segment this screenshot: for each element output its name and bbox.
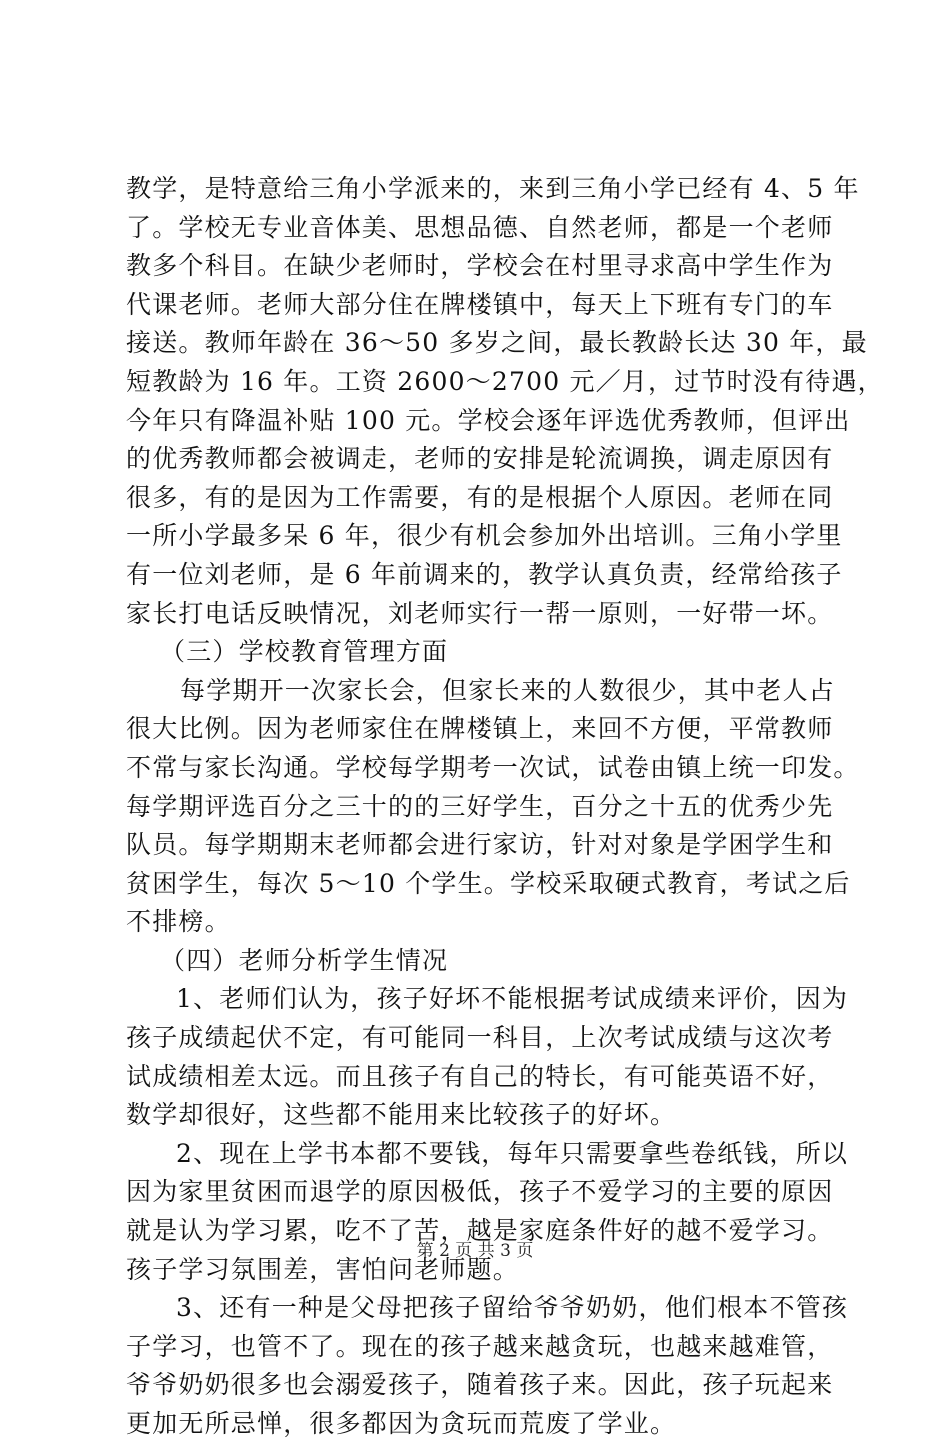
text-line: 有一位刘老师，是 6 年前调来的，教学认真负责，经常给孩子 — [126, 559, 843, 589]
text-line: 爷爷奶奶很多也会溺爱孩子，随着孩子来。因此，孩子玩起来 — [126, 1370, 834, 1400]
text-line: 了。学校无专业音体美、思想品德、自然老师，都是一个老师 — [126, 212, 834, 242]
text-line: 孩子成绩起伏不定，有可能同一科目，上次考试成绩与这次考 — [126, 1023, 834, 1053]
text-line: 不排榜。 — [126, 907, 231, 937]
text-line: 一所小学最多呆 6 年，很少有机会参加外出培训。三角小学里 — [126, 521, 843, 551]
text-line: 试成绩相差太远。而且孩子有自己的特长，有可能英语不好， — [126, 1061, 834, 1091]
text-line: 每学期评选百分之三十的的三好学生，百分之十五的优秀少先 — [126, 791, 834, 821]
text-line: 更加无所忌惮，很多都因为贪玩而荒废了学业。 — [126, 1409, 677, 1438]
text-line: 很大比例。因为老师家住在牌楼镇上，来回不方便，平常教师 — [126, 714, 834, 744]
text-line: 教多个科目。在缺少老师时，学校会在村里寻求高中学生作为 — [126, 251, 834, 281]
text-line: 就是认为学习累，吃不了苦，越是家庭条件好的越不爱学习。 — [126, 1216, 834, 1246]
text-line: 家长打电话反映情况，刘老师实行一帮一原则，一好带一坏。 — [126, 598, 834, 628]
paragraph-first-line: 每学期开一次家长会，但家长来的人数很少，其中老人占 — [180, 675, 836, 705]
text-line: 队员。每学期期末老师都会进行家访，针对对象是学困学生和 — [126, 830, 834, 860]
text-line: 贫困学生，每次 5～10 个学生。学校采取硬式教育，考试之后 — [126, 868, 851, 898]
text-line: 短教龄为 16 年。工资 2600～2700 元／月，过节时没有待遇， — [126, 366, 884, 396]
text-line: 今年只有降温补贴 100 元。学校会逐年评选优秀教师，但评出 — [126, 405, 851, 435]
text-line: 数学却很好，这些都不能用来比较孩子的好坏。 — [126, 1100, 677, 1130]
paragraph-first-line: 2、现在上学书本都不要钱，每年只需要拿些卷纸钱，所以 — [176, 1138, 849, 1168]
text-line: 代课老师。老师大部分住在牌楼镇中，每天上下班有专门的车 — [126, 289, 834, 319]
text-line: 因为家里贫困而退学的原因极低，孩子不爱学习的主要的原因 — [126, 1177, 834, 1207]
section-heading: （三）学校教育管理方面 — [160, 637, 449, 667]
text-line: 教学，是特意给三角小学派来的，来到三角小学已经有 4、5 年 — [126, 174, 860, 203]
text-line: 接送。教师年龄在 36～50 多岁之间，最长教龄长达 30 年，最 — [126, 328, 868, 358]
text-line: 子学习，也管不了。现在的孩子越来越贪玩，也越来越难管， — [126, 1331, 834, 1361]
text-line: 的优秀教师都会被调走，老师的安排是轮流调换，调走原因有 — [126, 444, 834, 474]
text-line: 很多，有的是因为工作需要，有的是根据个人原因。老师在同 — [126, 482, 834, 512]
paragraph-first-line: 3、还有一种是父母把孩子留给爷爷奶奶，他们根本不管孩 — [176, 1293, 849, 1323]
text-line: 不常与家长沟通。学校每学期考一次试，试卷由镇上统一印发。 — [126, 752, 860, 782]
paragraph-first-line: 1、老师们认为，孩子好坏不能根据考试成绩来评价，因为 — [176, 984, 849, 1014]
text-line: 孩子学习氛围差，害怕问老师题。 — [126, 1254, 520, 1284]
page-number-footer: 第 2 页 共 3 页 — [416, 1241, 534, 1261]
section-heading: （四）老师分析学生情况 — [160, 945, 449, 975]
